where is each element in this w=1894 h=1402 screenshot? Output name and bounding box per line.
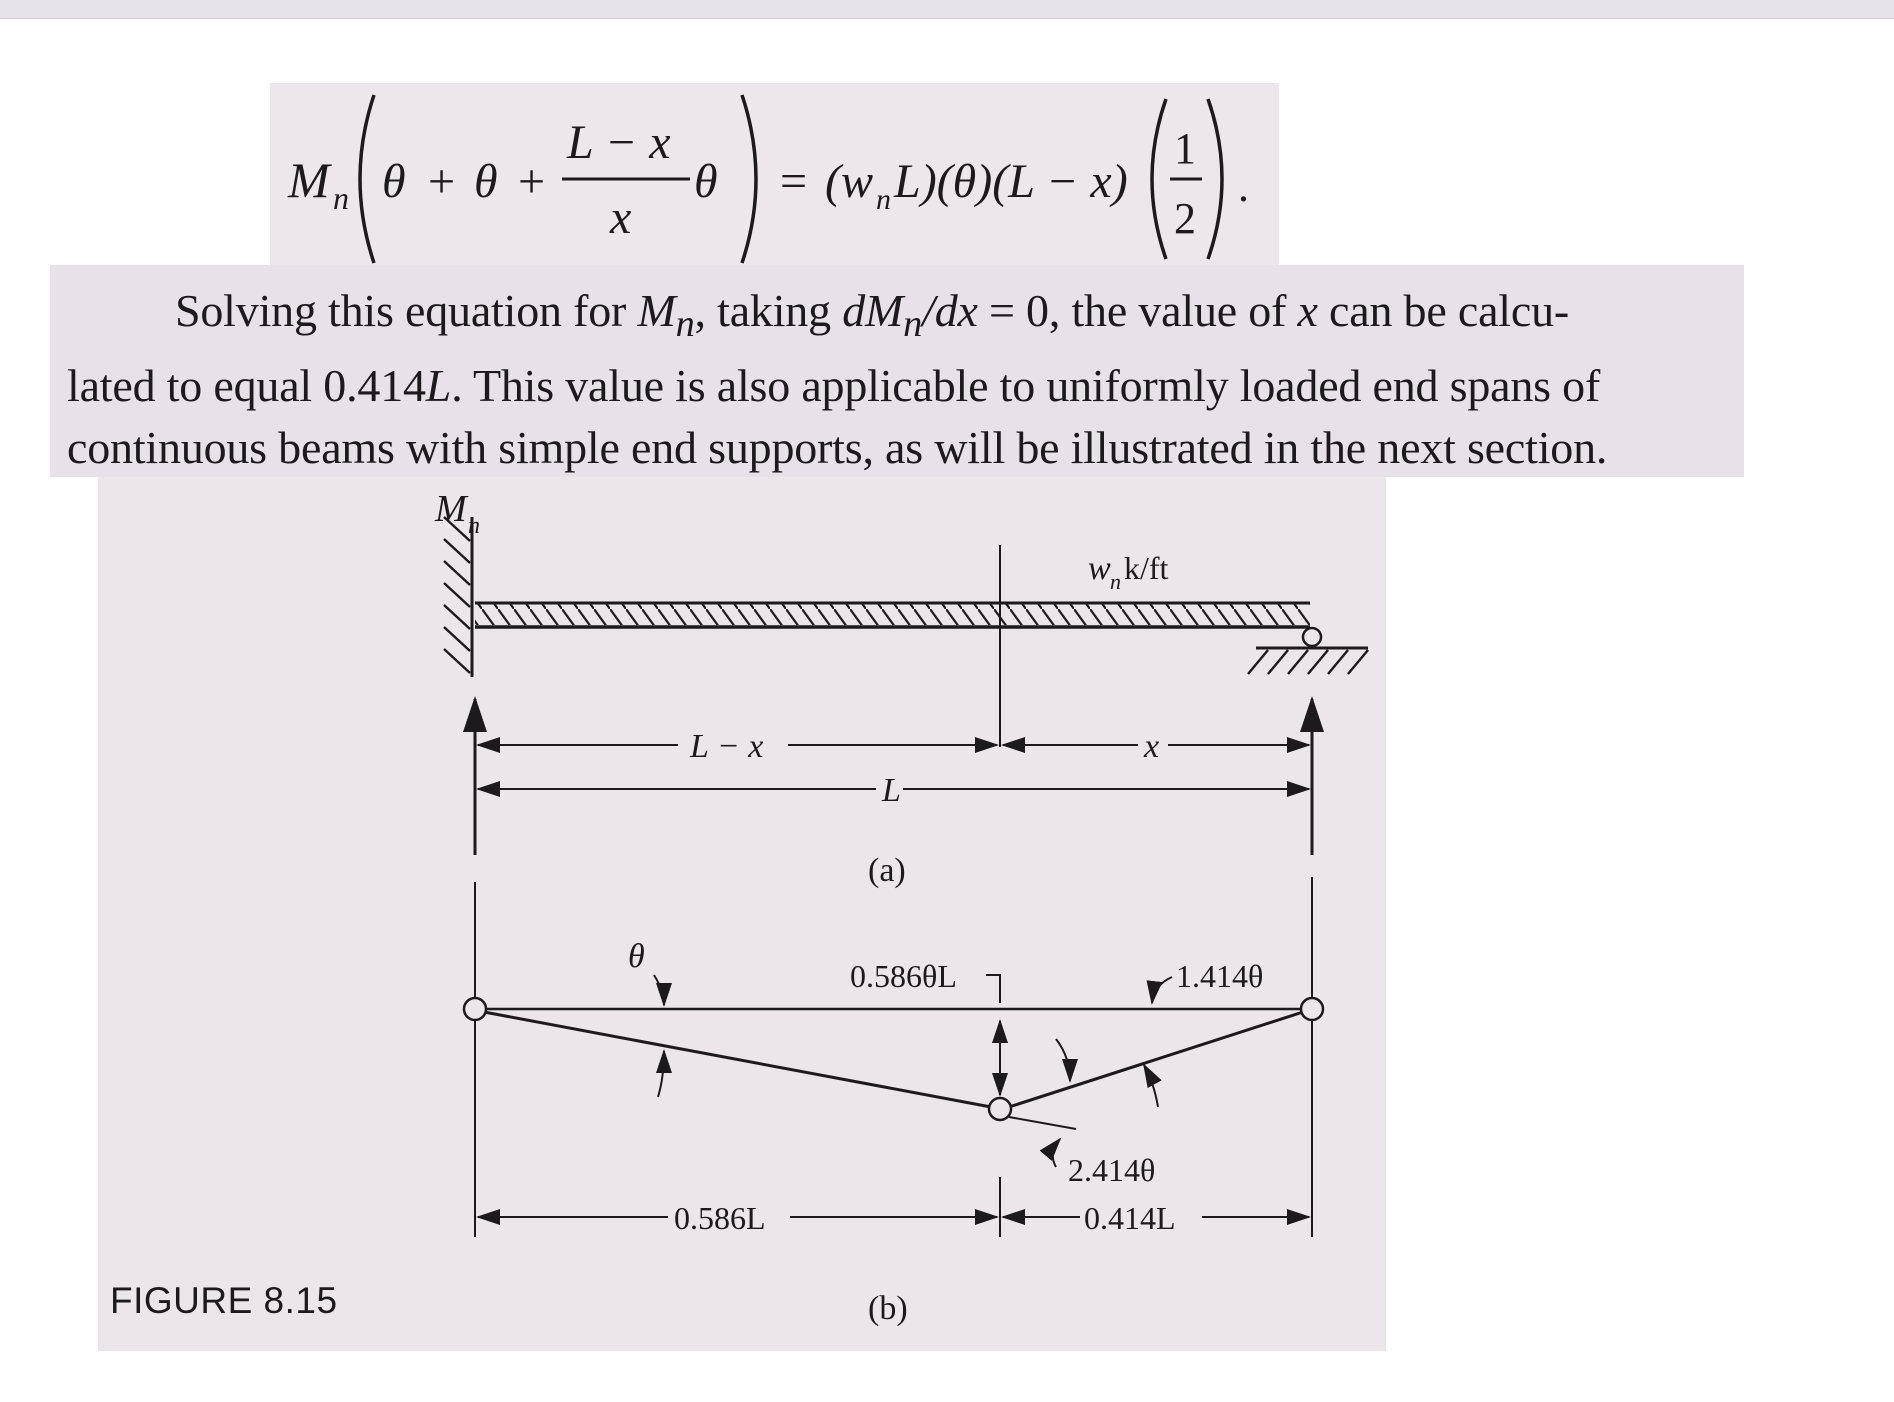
- eq-frac-num: L − x: [567, 116, 671, 169]
- eq-rhs-sub: n: [876, 183, 891, 216]
- p1-Mn: M: [637, 285, 676, 336]
- eq-plus-2: +: [518, 155, 546, 208]
- beam-figure: [98, 477, 1386, 1351]
- eq-right-paren: [742, 95, 756, 263]
- b-hinge-rotation-label: 2.414θ: [1068, 1152, 1156, 1188]
- eq-theta-3: θ: [694, 155, 718, 208]
- eq-theta-1: θ: [382, 155, 406, 208]
- p2-text-b: . This value is also applicable to uniformly loaded end spans of: [451, 360, 1601, 412]
- pin-support: [1303, 628, 1321, 646]
- eq-equals: =: [780, 155, 808, 208]
- b-hinge-rotation-arrow: [1053, 1139, 1060, 1167]
- eq-plus-1: +: [428, 155, 456, 208]
- p1-dMn: dM: [842, 285, 904, 336]
- p1-text-a: Solving this equation for: [175, 285, 638, 336]
- paragraph-line-3: continuous beams with simple end supports, as will be illustrated in the next section.: [67, 422, 1608, 474]
- eq-Mn-sub: n: [333, 180, 349, 216]
- equation: [270, 83, 1279, 268]
- p1-x: x: [1297, 285, 1318, 336]
- p2-L: L: [425, 360, 452, 412]
- moment-label: M: [435, 488, 467, 530]
- part-b-label: (b): [868, 1290, 908, 1327]
- eq-left-paren: [360, 95, 374, 263]
- b-dim-left-label: 0.586L: [674, 1200, 766, 1236]
- b-left-hinge: [464, 998, 486, 1020]
- b-right-rotation-label: 1.414θ: [1176, 958, 1264, 994]
- paragraph-line-2: [67, 355, 1723, 417]
- distributed-load-hatch: [475, 603, 1310, 625]
- window-top-bar: [0, 0, 1894, 19]
- b-left-segment: [484, 1012, 991, 1107]
- dim-x-label: x: [1144, 728, 1160, 765]
- p1-dx: /dx: [922, 285, 978, 336]
- b-hinge-extension: [1009, 1117, 1076, 1129]
- eq-theta-2: θ: [474, 155, 498, 208]
- figure-caption: FIGURE 8.15: [110, 1280, 338, 1321]
- moment-label-sub: n: [468, 513, 480, 539]
- b-mid-rotation-leader: [986, 975, 1000, 1003]
- eq-trailing: .: [1238, 162, 1249, 211]
- load-label-sub: n: [1110, 569, 1121, 594]
- p1-text-d: can be calcu-: [1317, 285, 1570, 336]
- p1-text-c: = 0, the value of: [977, 285, 1298, 336]
- dim-Lx-label: L − x: [690, 728, 764, 765]
- fixed-wall-hatch: [444, 517, 470, 673]
- b-right-hinge: [1301, 998, 1323, 1020]
- b-theta-arrow-bottom: [658, 1051, 664, 1097]
- b-right-rotation-arrow: [1152, 977, 1172, 1003]
- eq-rhs-rest: L)(θ)(L − x): [894, 155, 1128, 208]
- b-theta-arrow-top: [654, 975, 664, 1005]
- eq-Mn: M: [288, 152, 330, 208]
- b-mid-rotation-label: 0.586θL: [850, 958, 957, 994]
- eq-half-left-paren: [1152, 99, 1166, 259]
- part-a-label: (a): [868, 852, 906, 889]
- eq-rhs-w: (w: [825, 155, 873, 208]
- load-label-w: w: [1088, 550, 1111, 587]
- b-mid-arc-top: [1056, 1039, 1070, 1081]
- eq-half-den: 2: [1174, 194, 1196, 243]
- support-ground-hatch: [1248, 650, 1368, 674]
- body-paragraph: [67, 280, 1723, 479]
- p1-text-b: , taking: [694, 285, 843, 336]
- b-right-segment: [1009, 1012, 1303, 1107]
- eq-half-num: 1: [1174, 124, 1196, 173]
- p1-n2: n: [903, 303, 923, 346]
- load-label-units: k/ft: [1124, 550, 1169, 586]
- dim-L-label: L: [882, 772, 901, 809]
- eq-frac-den: x: [610, 191, 632, 244]
- b-mid-arc-right: [1144, 1065, 1158, 1107]
- eq-half-right-paren: [1208, 99, 1222, 259]
- b-theta-label: θ: [628, 938, 645, 975]
- p1-n: n: [675, 303, 695, 346]
- b-mid-hinge: [989, 1098, 1011, 1120]
- b-dim-right-label: 0.414L: [1084, 1200, 1176, 1236]
- p2-text-a: lated to equal 0.414: [67, 360, 426, 412]
- paragraph-line-1: [67, 280, 1723, 355]
